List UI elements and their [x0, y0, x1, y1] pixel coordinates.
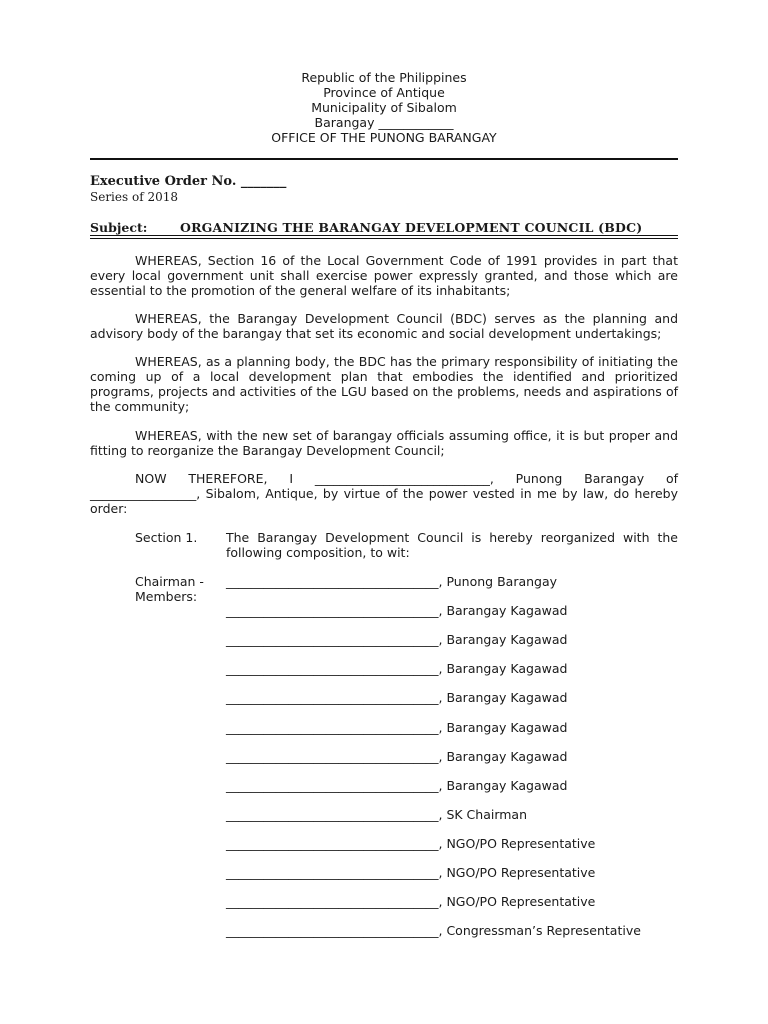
- name-blank: __________________________________: [226, 690, 439, 705]
- composition-row: [226, 778, 567, 793]
- name-blank: __________________________________: [226, 603, 439, 618]
- composition-row: [226, 720, 567, 735]
- name-blank: __________________________________: [226, 749, 439, 764]
- name-blank: __________________________________: [226, 894, 439, 909]
- composition-row: [226, 894, 595, 909]
- header-province: Province of Antique: [323, 85, 445, 100]
- whereas-paragraph-1: WHEREAS, Section 16 of the Local Government Code of 1991 provides in part that every local government unit shall exercise power expressly granted, and those which are essential to the promotion of the general welfare of its inhabitants;: [90, 253, 678, 298]
- whereas-paragraph-4: WHEREAS, with the new set of barangay officials assuming office, it is but proper and fitting to reorganize the Barangay Development Council;: [90, 428, 678, 458]
- member-role: , Punong Barangay: [438, 574, 558, 589]
- member-role: , Barangay Kagawad: [438, 632, 568, 647]
- executive-order-title: Executive Order No. _______: [90, 174, 287, 189]
- member-role: , NGO/PO Representative: [438, 836, 596, 851]
- member-role: , Barangay Kagawad: [438, 720, 568, 735]
- now-therefore-paragraph: NOW THEREFORE, I ____________________________, Punong Barangay of _________________, Sibalom, Antique, by virtue of the power vested in me by law, do hereby order:: [90, 471, 678, 516]
- composition-row: [226, 807, 527, 822]
- member-role: , Barangay Kagawad: [438, 690, 568, 705]
- composition-row: [226, 690, 567, 705]
- name-blank: __________________________________: [226, 632, 439, 647]
- subject-underline-top: [90, 235, 678, 236]
- composition-row: [226, 836, 595, 851]
- header-office: OFFICE OF THE PUNONG BARANGAY: [271, 130, 497, 145]
- subject-label: Subject:: [90, 220, 148, 235]
- member-role: , Congressman’s Representative: [438, 923, 641, 938]
- name-blank: __________________________________: [226, 661, 439, 676]
- members-label: Members:: [135, 589, 198, 604]
- chairman-label: Chairman -: [135, 574, 204, 589]
- subject-text: ORGANIZING THE BARANGAY DEVELOPMENT COUNCIL (BDC): [180, 220, 643, 235]
- composition-row: [226, 603, 567, 618]
- name-blank: __________________________________: [226, 720, 439, 735]
- composition-row: [226, 574, 557, 589]
- subject-underline-bottom: [90, 238, 678, 239]
- composition-row: [226, 923, 641, 938]
- composition-row: [226, 661, 567, 676]
- name-blank: __________________________________: [226, 836, 439, 851]
- header-barangay: Barangay ____________: [314, 115, 454, 130]
- name-blank: __________________________________: [226, 574, 439, 589]
- composition-row: [226, 749, 567, 764]
- member-role: , NGO/PO Representative: [438, 865, 596, 880]
- header-municipality: Municipality of Sibalom: [311, 100, 457, 115]
- name-blank: __________________________________: [226, 807, 439, 822]
- name-blank: __________________________________: [226, 923, 439, 938]
- section-1-label: Section 1.: [135, 530, 198, 545]
- series-year: Series of 2018: [90, 190, 178, 204]
- whereas-paragraph-3: WHEREAS, as a planning body, the BDC has the primary responsibility of initiating the coming up of a local development plan that embodies the identified and prioritized programs, projects and activities of the LGU based on the problems, needs and aspirations of the community;: [90, 354, 678, 414]
- member-role: , Barangay Kagawad: [438, 603, 568, 618]
- composition-row: [226, 632, 567, 647]
- letterhead: [0, 70, 768, 145]
- section-1-text: The Barangay Development Council is hereby reorganized with the following composition, to wit:: [226, 530, 678, 560]
- member-role: , Barangay Kagawad: [438, 778, 568, 793]
- name-blank: __________________________________: [226, 865, 439, 880]
- header-republic: Republic of the Philippines: [301, 70, 467, 85]
- header-divider: [90, 158, 678, 160]
- composition-row: [226, 865, 595, 880]
- member-role: , SK Chairman: [438, 807, 528, 822]
- member-role: , Barangay Kagawad: [438, 661, 568, 676]
- name-blank: __________________________________: [226, 778, 439, 793]
- whereas-paragraph-2: WHEREAS, the Barangay Development Council (BDC) serves as the planning and advisory body of the barangay that set its economic and social development undertakings;: [90, 311, 678, 341]
- member-role: , Barangay Kagawad: [438, 749, 568, 764]
- member-role: , NGO/PO Representative: [438, 894, 596, 909]
